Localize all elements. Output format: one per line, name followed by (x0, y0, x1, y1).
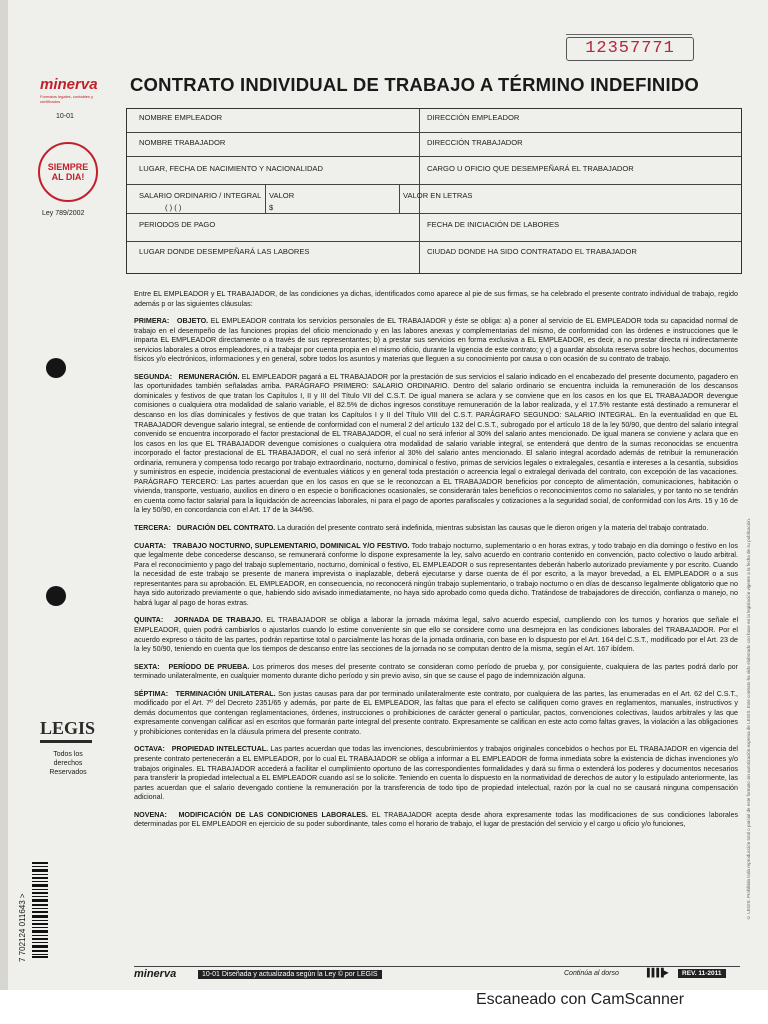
clause-quinta: QUINTA: JORNADA DE TRABAJO. EL TRABAJADOR se obliga a laborar la jornada máxima legal, salvo acuerdo especial, cumpliendo con los turnos y horarios que señale el EMPLEADOR, quien podrá cambiarlos o ajustarlos cuando lo estime conveniente sin que ello se considere como una desmejora en las condiciones laborales del TRABAJADOR. Por el acuerdo expreso o tácito de las partes, podrán repartirse total o parcialmente las horas de la jornada ordinaria, con base en lo dispuesto por el Art. 164 del C.S.T., modificado por el Art. 23 de la ley 50/90, teniendo en cuenta que los tiempos de descanso entre las secciones de la jornada no se computan dentro de la misma, según el Art. 167 ibídem. (134, 616, 739, 654)
table-rule (127, 184, 741, 185)
document-title: CONTRATO INDIVIDUAL DE TRABAJO A TÉRMINO INDEFINIDO (130, 74, 699, 95)
field-nombre-trabajador[interactable]: NOMBRE TRABAJADOR (139, 138, 226, 147)
page-footer (134, 966, 740, 981)
continue-overleaf: Continúa al dorso (564, 970, 619, 977)
field-fecha-inicio[interactable]: FECHA DE INICIACIÓN DE LABORES (427, 220, 560, 229)
serial-rule (566, 34, 692, 35)
field-cargo[interactable]: CARGO U OFICIO QUE DESEMPEÑARÁ EL TRABAJADOR (427, 164, 634, 173)
clause-novena: NOVENA: MODIFICACIÓN DE LAS CONDICIONES LABORALES. EL TRABAJADOR acepta desde ahora expresamente todas las modificaciones de sus condiciones laborales determinadas por EL EMPLEADOR en ejercicio de su poder subordinante, tales como el horario de trabajo, el lugar de prestación del servicio y el cargo u oficio y/o funciones, (134, 810, 739, 829)
revision-badge: REV. 11-2011 (678, 969, 726, 978)
table-rule (127, 132, 741, 133)
clause-sexta: SEXTA: PERÍODO DE PRUEBA. Los primeros dos meses del presente contrato se consideran como período de prueba y, por consiguiente, cualquiera de las partes podrá darlo por terminado unilateralmente, en cualquier momento durante dicho período y sin previo aviso, sin que se cause el pago de indemnización alguna. (134, 662, 739, 681)
footer-brand: minerva (134, 968, 177, 980)
serial-number: 12357771 (566, 37, 694, 61)
clause-primera: PRIMERA: OBJETO. EL EMPLEADOR contrata los servicios personales de EL TRABAJADOR y éste se obliga: a) a poner al servicio de EL EMPLEADOR toda su capacidad normal de trabajo en el desempeño de las funciones propias del oficio mencionado y en las labores anexas y complementarias del mismo, de conformidad con las órdenes e instrucciones que le imparta EL EMPLEADOR directamente o a través de sus representantes; b) a prestar sus servicios en forma exclusiva a EL EMPLEADOR, es decir, a no prestar directa ni indirectamente servicios laborales a otros empleadores, ni a trabajar por cuenta propia en el mismo oficio, durante la vigencia de este contrato; y c) a guardar absoluta reserva sobre los hechos, documentos físicos y/o electrónicos, informaciones y en general, sobre todos los asuntos y materias que lleguen a su conocimiento por causa o con ocasión de su contrato de trabajo. (134, 317, 739, 364)
table-divider (399, 185, 400, 213)
clause-septima: SÉPTIMA: TERMINACIÓN UNILATERAL. Son justas causas para dar por terminado unilateralmente este contrato, por cualquiera de las partes, las enumeradas en el Art. 62 del C.S.T., modificado por el Art. 7º del Decreto 2351/65 y además, por parte de EL EMPLEADOR, las faltas que para el efecto se califiquen como graves en reglamentos, manuales, instructivos y demás documentos que contengan reglamentaciones, órdenes, instrucciones o prohibiciones de carácter general o particular, pactos, convenciones colectivas, laudos arbitrales y las que expresamente convengan calificar así en escritos que formarán parte integral del presente contrato. Expresamente se califican en este acto como faltas graves, la violación a las obligaciones y prohibiciones contenidas en la cláusula primera del presente contrato. (134, 689, 739, 736)
rights-notice: Todos los derechos Reservados (49, 751, 87, 776)
field-direccion-empleador[interactable]: DIRECCIÓN EMPLEADOR (427, 113, 520, 122)
siempre-al-dia-seal (38, 142, 98, 202)
clause-octava: OCTAVA: PROPIEDAD INTELECTUAL. Las partes acuerdan que todas las invenciones, descubrimientos y trabajos originales concebidos o hechos por EL TRABAJADOR en vigencia del presente contrato pertenecerán a EL EMPLEADOR, por lo cual EL TRABAJADOR se obliga a informar a EL EMPLEADOR de forma inmediata sobre la existencia de dichas invenciones y/o trabajos originales. EL TRABAJADOR accederá a facilitar el cumplimiento oportuno de las correspondientes formalidades y dará su firma o extenderá los poderes y documentos necesarios para transferir la propiedad intelectual a EL EMPLEADOR cuando así se lo solicite. Teniendo en cuenta lo dispuesto en la normatividad de derechos de autor y lo estipulado anteriormente, las partes acuerdan que el salario devengado contiene la remuneración por la transferencia de todo tipo de propiedad intelectual, razón por la cual no se causará ninguna compensación adicional. (134, 745, 739, 802)
side-legal-note: © LEGIS. Prohibida toda reproducción total o parcial de este formato sin autorización expresa de LEGIS. Este contrato ha sido elaborado con base en la legislación vigente a la fecha de su publicación. (746, 518, 751, 920)
field-salario[interactable]: SALARIO ORDINARIO / INTEGRAL (139, 191, 262, 200)
clause-cuarta: CUARTA: TRABAJO NOCTURNO, SUPLEMENTARIO, DOMINICAL Y/O FESTIVO. Todo trabajo nocturno, suplementario o en horas extras, y todo trabajo en día domingo o festivo en los que legalmente debe concederse descanso, se remunerará conforme lo dispone expresamente la ley, salvo acuerdo en contrario contenido en convención, pacto colectivo o laudo arbitral. Para el reconocimiento y pago del trabajo suplementario, nocturno, dominical o festivo, EL EMPLEADOR o sus representantes deberán haberlo autorizado previamente y por escrito. Cuando la necesidad de este trabajo se presente de manera imprevista o inaplazable, deberá ejecutarse y darse cuenta de él por escrito, a la mayor brevedad, a EL EMPLEADOR o a sus representantes para su aprobación. EL EMPLEADOR, en consecuencia, no reconocerá ningún trabajo suplementario, o trabajo nocturno o en días de descanso legalmente obligatorio que no haya sido autorizado previamente o que, habiendo sido avisado inmediatamente, no haya sido aprobado como queda dicho. Tratándose de trabajadores de dirección, confianza o manejo, no habrá lugar al pago de horas extras. (134, 541, 738, 607)
field-lugar-labores[interactable]: LUGAR DONDE DESEMPEÑARÁ LAS LABORES (139, 247, 310, 256)
field-valor-letras[interactable]: VALOR EN LETRAS (403, 191, 473, 200)
page-edge (0, 0, 8, 990)
field-periodos-pago[interactable]: PERIODOS DE PAGO (139, 220, 216, 229)
field-direccion-trabajador[interactable]: DIRECCIÓN TRABAJADOR (427, 138, 523, 147)
law-reference: Ley 789/2002 (42, 210, 85, 217)
contract-body (134, 290, 738, 838)
publisher-logo-bar (40, 740, 92, 743)
field-ciudad-contratacion[interactable]: CIUDAD DONDE HA SIDO CONTRATADO EL TRABAJADOR (427, 247, 637, 256)
continue-arrow-icon: ▐▐▐▐▶ (644, 968, 668, 977)
punch-hole-bottom (46, 586, 66, 606)
intro-paragraph: Entre EL EMPLEADOR y EL TRABAJADOR, de las condiciones ya dichas, identificados como aparece al pie de sus firmas, se ha celebrado el presente contrato individual de trabajo, regido además p or las siguientes cláusulas: (134, 290, 738, 308)
brand-logo: minerva (40, 76, 98, 93)
clause-segunda: SEGUNDA: REMUNERACIÓN. EL EMPLEADOR pagará a EL TRABAJADOR por la prestación de sus servicios el salario indicado en el encabezado del presente documento, pagadero en las oportunidades también señaladas arriba. PARÁGRAFO PRIMERO: SALARIO ORDINARIO. Dentro del salario ordinario se encuentra incluida la remuneración de los descansos dominicales y festivos de que tratan los Capítulos I, II y III del Título VII del C.S.T. De igual manera se aclara y se conviene que en los casos en los que EL TRABAJADOR devengue comisiones o cualquiera otra modalidad de salario variable, el 82.5% de dichos ingresos constituye remuneración de la labor realizada, y el 17.5% restante está destinado a remunerar el descanso en los días dominicales y festivos de que tratan los Capítulos I y II del Título VIII del C.S.T. PARÁGRAFO SEGUNDO: SALARIO INTEGRAL. En la eventualidad en que EL TRABAJADOR devengue salario integral, se entiende de conformidad con el numeral 2 del artículo 132 del C.S.T., subrogado por el artículo 18 de la ley 50/90, que dentro del salario integral convenido se encuentra incorporado el factor prestacional de EL TRABAJADOR, el cual no será inferior al 30% del salario antes mencionado. De igual manera se conviene y aclara que en los casos en los que EL TRABAJADOR devengue comisiones o cualquiera otra modalidad de salario variable integral, se entenderá que dentro de la sumas reconocidas se encuentra incorporado el factor prestacional de EL TRABAJADOR, el cual no será inferior al 30% del salario antes mencionado. El salario integral acordado además de retribuir la remuneración ordinaria, remunera y compensa todo recargo por trabajo extraordinario, nocturno, dominical o festivo, primas de servicios legales o extralegales, cesantía e intereses a la cesantía, subsidios y suministros en especie, incidencia prestacional de eventuales viáticos y en general toda prestación o acreencia legal o extralegal derivada del contrato, con excepción de las vacaciones. PARÁGRAFO TERCERO: Las partes acuerdan que en los casos en que se le reconozcan a EL TRABAJADOR beneficios por concepto de alimentación, comunicaciones, habitación o vivienda, transporte, vestuario, auxilios en dinero o en especie o bonificaciones ocasionales, se considerarán tales beneficios o reconocimientos como no salariales, y por tanto no se tendrán en cuenta como factor salarial para la liquidación de acreencias laborales, ni para el pago de aportes parafiscales y cotizaciones a la seguridad social, de conformidad con los Arts. 15 y 16 de la ley 50/90, en concordancia con el Art. 17 de la 344/96. (134, 372, 739, 515)
punch-hole-top (46, 358, 66, 378)
field-lugar-fecha-nacimiento[interactable]: LUGAR, FECHA DE NACIMIENTO Y NACIONALIDAD (139, 164, 323, 173)
table-rule (127, 213, 741, 214)
table-divider (265, 185, 266, 213)
publisher-logo: LEGIS (40, 718, 96, 738)
barcode (32, 862, 48, 958)
field-valor[interactable]: VALOR (269, 191, 295, 200)
barcode-digits: 7 702124 011643 > (18, 893, 27, 962)
valor-symbol: $ (269, 203, 274, 212)
brand-tagline: Formatos legales, contables y certificados (40, 94, 94, 104)
scanner-watermark: Escaneado con CamScanner (476, 991, 685, 1008)
contract-header-table (126, 108, 742, 274)
seal-text: SIEMPRE AL DIA! (47, 162, 89, 182)
field-nombre-empleador[interactable]: NOMBRE EMPLEADOR (139, 113, 223, 122)
footer-edition: 10-01 Diseñada y actualizada según la Ley © por LEGIS (198, 970, 382, 979)
table-rule (127, 241, 741, 242)
table-rule (127, 156, 741, 157)
clause-tercera: TERCERA: DURACIÓN DEL CONTRATO. La duración del presente contrato será indefinida, mientras subsistan las causas que le dieron origen y la materia del trabajo contratado. (134, 524, 709, 533)
form-code: 10-01 (56, 113, 74, 120)
salario-checkboxes[interactable]: ( ) ( ) (165, 203, 182, 212)
